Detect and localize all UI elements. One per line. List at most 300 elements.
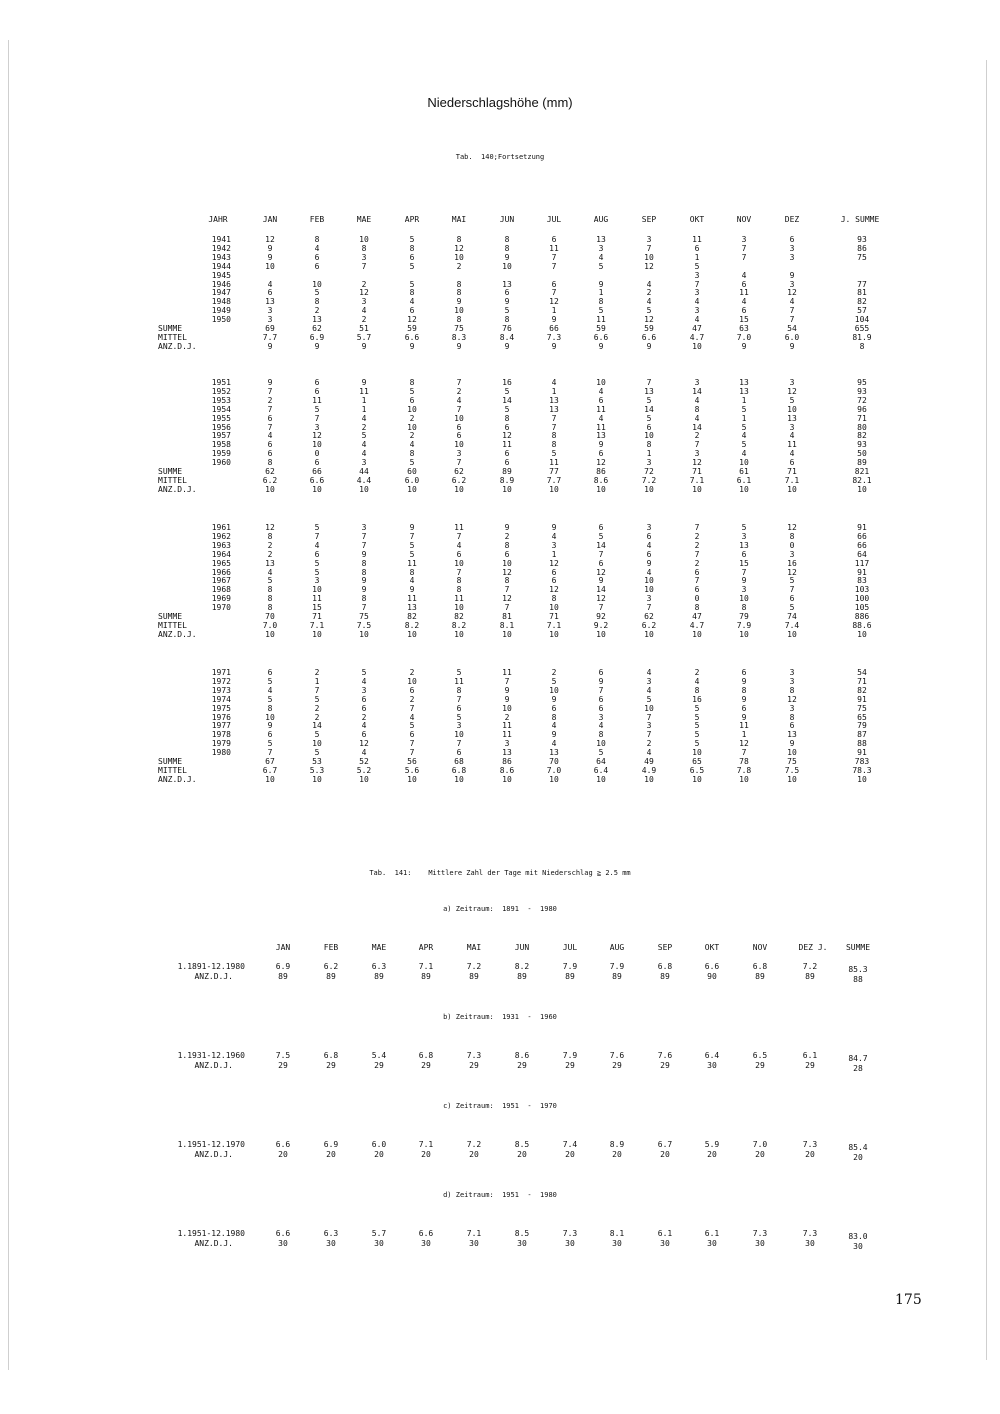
table-cell: 62 [454, 467, 464, 476]
year-label: 1976 [211, 712, 231, 722]
table-cell: 52 [359, 757, 369, 766]
table-cell: 7 [314, 685, 320, 695]
table-cell: 83.0 [848, 1232, 868, 1241]
table-cell: 6 [409, 685, 415, 695]
table-cell: 8 [314, 235, 320, 244]
table-cell: 4 [694, 676, 700, 686]
table-cell: 10 [739, 594, 749, 604]
table-cell: 7 [267, 386, 273, 396]
year-label: 1965 [211, 558, 231, 568]
table-cell: 11 [549, 243, 559, 253]
period-values-row [0, 1140, 1000, 1150]
table-cell: 11 [454, 594, 464, 604]
table-cell: 4 [646, 297, 652, 307]
table-cell: 1 [741, 730, 747, 740]
table-cell: 8 [361, 567, 367, 577]
table-cell: 88 [853, 975, 863, 984]
year-label: 1951 [211, 378, 231, 387]
table-cell: 7.9 [562, 1051, 578, 1060]
table-cell: 4 [267, 567, 273, 577]
table-cell: 6.8 [451, 765, 467, 775]
table-cell: 4 [598, 413, 604, 423]
table-cell: 3 [694, 288, 700, 298]
column-header: FEB [309, 215, 325, 224]
table-cell: 3 [646, 721, 652, 731]
table-cell: 5 [504, 386, 510, 396]
table-cell: 7.8 [736, 765, 752, 775]
table-cell: 6 [314, 252, 320, 262]
table-cell: 2 [267, 540, 273, 550]
table-cell: 8 [267, 594, 273, 604]
table-cell: 7 [456, 739, 462, 749]
table-cell: 10 [739, 774, 749, 784]
period-anz-row [0, 972, 1000, 982]
table-cell: 69 [265, 324, 275, 333]
table-cell: 4 [741, 431, 747, 441]
table-cell: 8 [789, 712, 795, 722]
table-cell: 8 [267, 585, 273, 595]
column-header: JUL [546, 215, 562, 224]
table-cell: 10 [407, 422, 417, 432]
table-cell: 7 [741, 252, 747, 262]
table-cell: 70 [549, 757, 559, 766]
table-cell: 7 [504, 585, 510, 595]
table-cell: 9 [267, 341, 273, 351]
table-cell: 7 [361, 540, 367, 550]
year-label: 1967 [211, 576, 231, 586]
table-cell: 9 [361, 341, 367, 351]
table-cell: 12 [454, 243, 464, 253]
table-cell: 7.2 [641, 475, 657, 485]
table-cell: 79 [739, 612, 749, 621]
year-label: 1948 [211, 297, 231, 307]
table-cell: 9 [741, 694, 747, 704]
table-cell: 10 [312, 739, 322, 749]
table-cell: 2 [409, 431, 415, 441]
table-cell: 10 [454, 730, 464, 740]
table-cell: 10 [787, 484, 797, 494]
table-cell: 89 [612, 972, 622, 981]
year-label: 1944 [211, 261, 231, 271]
table-cell: 3 [267, 306, 273, 316]
table-cell: 7 [267, 422, 273, 432]
table-cell: 7 [456, 458, 462, 468]
table-cell: 9 [361, 549, 367, 559]
table-cell: 85.4 [848, 1143, 868, 1152]
table-cell: 3 [646, 235, 652, 244]
table-cell: 12 [596, 567, 606, 577]
table-cell: 12 [787, 523, 797, 532]
table-cell: 5 [456, 712, 462, 722]
table-cell: 7 [551, 288, 557, 298]
table-cell: 2 [646, 739, 652, 749]
table-cell: 6.5 [689, 765, 705, 775]
table-cell: 10 [644, 431, 654, 441]
table-cell: 71 [549, 612, 559, 621]
table-cell: 29 [612, 1061, 622, 1070]
table-cell: 71 [857, 676, 867, 686]
table-cell: 6.2 [451, 475, 467, 485]
table-cell: 14 [502, 395, 512, 405]
table-cell: 10 [454, 413, 464, 423]
table-cell: 2 [456, 261, 462, 271]
table-cell: 7.5 [275, 1051, 291, 1060]
table-cell: 89 [278, 972, 288, 981]
table-cell: 29 [469, 1061, 479, 1070]
table-cell: 5 [314, 523, 320, 532]
table-cell: 6 [646, 422, 652, 432]
period-range-label: 1.1931-12.1960 [177, 1051, 245, 1060]
table-cell: 12 [359, 288, 369, 298]
table-cell: 5 [361, 668, 367, 677]
table-cell: 6.6 [309, 475, 325, 485]
table-cell: 7 [456, 404, 462, 414]
table-cell: 7 [267, 404, 273, 414]
table-cell: 13 [549, 404, 559, 414]
table-cell: 7 [646, 243, 652, 253]
table-cell: 4.7 [689, 620, 705, 630]
table-cell: 10 [265, 261, 275, 271]
table-cell: 7 [409, 531, 415, 541]
table-cell: 2 [361, 315, 367, 325]
table-cell: 5 [267, 676, 273, 686]
table-cell: 13 [739, 378, 749, 387]
table-cell: 5 [267, 739, 273, 749]
table-cell: 9 [646, 558, 652, 568]
table-cell: 5 [456, 668, 462, 677]
table-cell: 6 [267, 440, 273, 450]
table-cell: 2 [456, 386, 462, 396]
table-cell: 72 [644, 467, 654, 476]
table-cell: 6 [361, 694, 367, 704]
table-cell: 71 [787, 467, 797, 476]
table-cell: 7 [646, 378, 652, 387]
table-cell: 12 [502, 431, 512, 441]
table-cell: 10 [857, 484, 867, 494]
table-cell: 10 [739, 629, 749, 639]
period-title: b) Zeitraum: 1931 - 1960 [443, 1013, 557, 1021]
table-cell: 86 [857, 243, 867, 253]
table-cell: 8 [267, 703, 273, 713]
table-cell: 12 [312, 431, 322, 441]
table-cell: 3 [598, 712, 604, 722]
table-cell: 8.1 [609, 1229, 625, 1238]
table-cell: 4.7 [689, 332, 705, 342]
table-cell: 10 [596, 629, 606, 639]
table-cell: 13 [549, 395, 559, 405]
table-cell: 8 [409, 449, 415, 459]
table-cell: 0 [789, 540, 795, 550]
table-cell: 10 [502, 629, 512, 639]
table-cell: 29 [517, 1061, 527, 1070]
table-cell: 9 [504, 523, 510, 532]
table-cell: 8 [409, 567, 415, 577]
table-cell: 5 [598, 261, 604, 271]
table-cell: 6.3 [323, 1229, 339, 1238]
table-cell: 7 [504, 676, 510, 686]
table-cell: 89 [517, 972, 527, 981]
column-header: SEP [657, 943, 673, 952]
table-cell: 13 [502, 748, 512, 758]
table-cell: 7.1 [309, 620, 325, 630]
table-cell: 9 [646, 341, 652, 351]
table-cell: 20 [565, 1150, 575, 1159]
table-cell: 4 [741, 270, 747, 280]
year-label: 1972 [211, 676, 231, 686]
table-cell: 6 [789, 721, 795, 731]
table-cell: 7.4 [784, 620, 800, 630]
table-cell: 3 [456, 449, 462, 459]
table-cell: 7 [694, 576, 700, 586]
table-cell: 4 [694, 297, 700, 307]
table-cell: 4 [409, 297, 415, 307]
table-cell: 9 [741, 576, 747, 586]
table-cell: 11 [596, 422, 606, 432]
table-cell: 59 [644, 324, 654, 333]
table-cell: 6 [741, 306, 747, 316]
table-cell: 75 [359, 612, 369, 621]
tab140-caption: Tab. 140;Fortsetzung [455, 153, 545, 161]
table-cell: 6.4 [593, 765, 609, 775]
table-cell: 6.2 [323, 962, 339, 971]
column-header: JUN [514, 943, 530, 952]
table-cell: 4 [551, 378, 557, 387]
table-cell: 7.0 [546, 765, 562, 775]
table-cell: 10 [549, 774, 559, 784]
table-cell: 7 [504, 603, 510, 613]
table-cell: 30 [612, 1239, 622, 1248]
table-cell: 5 [789, 576, 795, 586]
table-cell: 8 [504, 576, 510, 586]
year-label: 1955 [211, 413, 231, 423]
table-cell: 7 [789, 306, 795, 316]
table-cell: 30 [565, 1239, 575, 1248]
table-cell: 2 [314, 712, 320, 722]
table-cell: 6.6 [418, 1229, 434, 1238]
table-cell: 5 [504, 306, 510, 316]
table-cell: 85.3 [848, 965, 868, 974]
table-cell: 9 [314, 341, 320, 351]
table-cell: 12 [787, 288, 797, 298]
table-cell: 10 [857, 629, 867, 639]
table-cell: 11 [407, 594, 417, 604]
table-cell: 5 [504, 404, 510, 414]
table-cell: 10 [596, 739, 606, 749]
period-values-row [0, 1229, 1000, 1239]
table-cell: 8 [694, 685, 700, 695]
table-cell: 8.6 [514, 1051, 530, 1060]
table-cell: 6 [314, 549, 320, 559]
table-cell: 7 [409, 703, 415, 713]
column-header: AUG [593, 215, 609, 224]
column-header: MAE [356, 215, 372, 224]
table-cell: 6.6 [275, 1140, 291, 1149]
table-cell: 6.7 [262, 765, 278, 775]
table-cell: 87 [857, 730, 867, 740]
table-cell: 5 [551, 676, 557, 686]
year-label: 1980 [211, 748, 231, 758]
year-label: 1958 [211, 440, 231, 450]
year-label: 1946 [211, 279, 231, 289]
table-cell: 11 [787, 440, 797, 450]
table-cell: 80 [857, 422, 867, 432]
table-cell: 29 [660, 1061, 670, 1070]
table-cell: 10 [644, 576, 654, 586]
table-cell: 14 [692, 422, 702, 432]
table-cell: 6 [789, 594, 795, 604]
table-cell: 7.9 [609, 962, 625, 971]
table-cell: 9 [267, 378, 273, 387]
table-cell: 10 [644, 703, 654, 713]
table-cell: 6 [598, 694, 604, 704]
column-header: JUL [562, 943, 578, 952]
table-cell: 1 [694, 252, 700, 262]
table-cell: 3 [361, 458, 367, 468]
table-cell: 9 [409, 341, 415, 351]
table-cell: 6.1 [802, 1051, 818, 1060]
table-cell: 1 [551, 306, 557, 316]
table-cell: 8 [859, 341, 865, 351]
table-cell: 53 [312, 757, 322, 766]
table-cell: 6 [789, 235, 795, 244]
table-cell: 2 [694, 558, 700, 568]
table-cell: 8 [504, 315, 510, 325]
table-cell: 9 [789, 270, 795, 280]
table-cell: 15 [739, 315, 749, 325]
table-cell: 20 [469, 1150, 479, 1159]
table-cell: 8 [409, 378, 415, 387]
table-cell: 10 [502, 774, 512, 784]
table-cell: 12 [787, 567, 797, 577]
table-cell: 49 [644, 757, 654, 766]
table-cell: 4 [409, 712, 415, 722]
year-label: 1953 [211, 395, 231, 405]
table-cell: 4 [646, 668, 652, 677]
column-header: MAI [466, 943, 482, 952]
table-cell: 29 [278, 1061, 288, 1070]
table-cell: 10 [692, 774, 702, 784]
table-cell: 10 [407, 404, 417, 414]
table-cell: 10 [644, 629, 654, 639]
table-cell: 8 [598, 730, 604, 740]
table-cell: 4 [694, 413, 700, 423]
table-cell: 8 [504, 235, 510, 244]
table-cell: 2 [314, 306, 320, 316]
table-cell: 10 [692, 484, 702, 494]
table-cell: 7.6 [609, 1051, 625, 1060]
table-cell: 10 [265, 712, 275, 722]
table-cell: 3 [646, 594, 652, 604]
table-cell: 7.5 [784, 765, 800, 775]
table-cell: 8 [456, 576, 462, 586]
table-cell: 3 [694, 270, 700, 280]
table-cell: 9 [504, 252, 510, 262]
table-cell: 5 [314, 404, 320, 414]
table-cell: 8 [694, 603, 700, 613]
table-cell: 63 [739, 324, 749, 333]
table-cell: 2 [267, 395, 273, 405]
table-cell: 5 [646, 694, 652, 704]
table-cell: 6.8 [752, 962, 768, 971]
table-cell: 1 [551, 549, 557, 559]
table-cell: 7 [456, 694, 462, 704]
table-cell: 66 [312, 467, 322, 476]
table-cell: 7.4 [562, 1140, 578, 1149]
year-label: 1945 [211, 270, 231, 280]
table-cell: 10 [787, 404, 797, 414]
table-cell: 7.5 [356, 620, 372, 630]
column-header: DEZ [784, 215, 800, 224]
table-cell: 82 [857, 431, 867, 441]
table-cell: 13 [644, 386, 654, 396]
table-cell: 8.6 [593, 475, 609, 485]
table-cell: 81 [857, 288, 867, 298]
table-cell: 8 [598, 297, 604, 307]
table-cell: 5 [409, 261, 415, 271]
table-cell: 62 [265, 467, 275, 476]
table-cell: 10 [502, 484, 512, 494]
table-cell: 13 [265, 558, 275, 568]
table-cell: 5 [314, 748, 320, 758]
table-cell: 64 [857, 549, 867, 559]
table-cell: 7 [646, 603, 652, 613]
table-cell: 5 [694, 730, 700, 740]
table-cell: 89 [326, 972, 336, 981]
table-cell: 6 [504, 288, 510, 298]
period-anz-row [0, 1150, 1000, 1160]
table-cell: 117 [854, 558, 870, 568]
table-cell: 12 [692, 458, 702, 468]
table-cell: 6 [741, 703, 747, 713]
table-cell: 12 [407, 315, 417, 325]
table-cell: 821 [854, 467, 870, 476]
year-label: 1974 [211, 694, 231, 704]
table-cell: 4 [789, 297, 795, 307]
table-cell: 7.1 [418, 1140, 434, 1149]
table-cell: 57 [857, 306, 867, 316]
table-cell: 2 [504, 712, 510, 722]
table-cell: 2 [361, 712, 367, 722]
table-cell: 6 [456, 703, 462, 713]
year-label: 1970 [211, 603, 231, 613]
table-cell: 2 [694, 431, 700, 441]
anz-label: ANZ.D.J. [194, 1061, 233, 1070]
table-cell: 6 [694, 567, 700, 577]
table-cell: 6 [694, 585, 700, 595]
table-cell: 12 [549, 558, 559, 568]
table-cell: 5 [598, 748, 604, 758]
table-cell: 6 [551, 235, 557, 244]
table-cell: 81.9 [852, 332, 872, 342]
table-cell: 10 [312, 484, 322, 494]
table-cell: 6 [551, 279, 557, 289]
table-cell: 13 [596, 235, 606, 244]
table-cell: 89 [805, 972, 815, 981]
table-cell: 88.6 [852, 620, 872, 630]
table-cell: 11 [359, 386, 369, 396]
table-cell: 5 [694, 712, 700, 722]
table-cell: 6.6 [593, 332, 609, 342]
table-cell: 8.5 [514, 1229, 530, 1238]
table-cell: 79 [857, 721, 867, 731]
table-cell: 10 [407, 629, 417, 639]
table-cell: 28 [853, 1064, 863, 1073]
table-cell: 11 [692, 235, 702, 244]
table-cell: 11 [739, 721, 749, 731]
table-cell: 7.3 [802, 1229, 818, 1238]
table-cell: 10 [596, 484, 606, 494]
table-cell: 30 [660, 1239, 670, 1248]
